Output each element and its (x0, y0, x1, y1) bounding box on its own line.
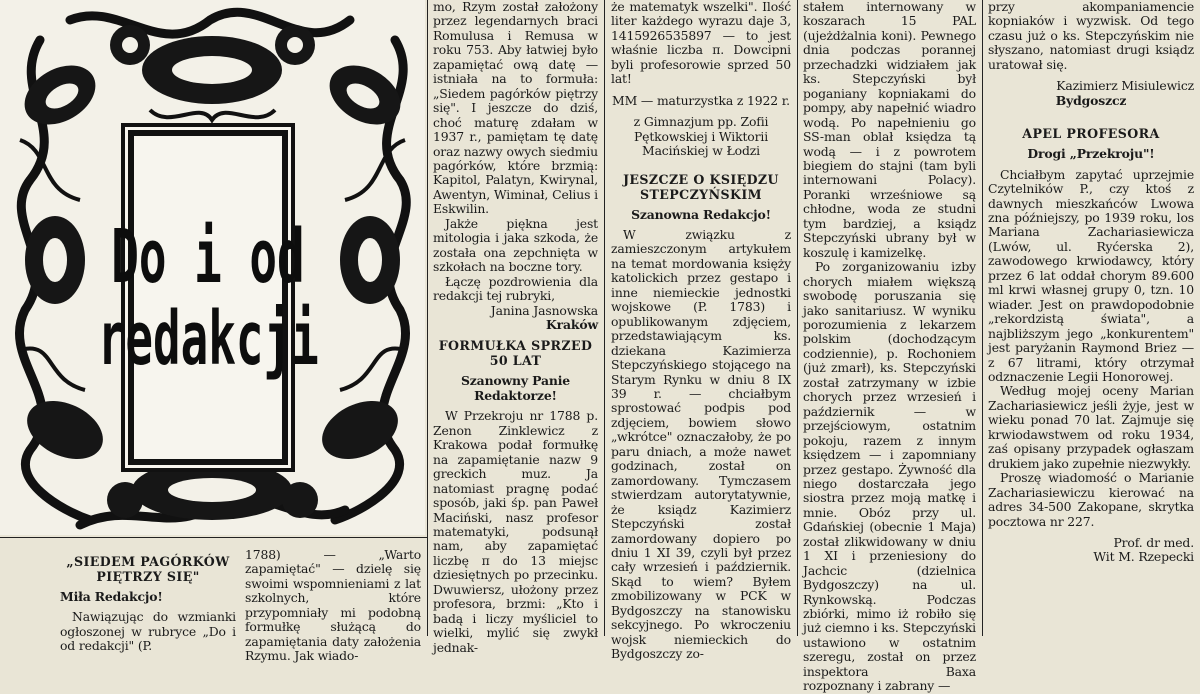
column-4 (611, 0, 791, 662)
article-signature: Wit M. Rzepecki (1093, 549, 1194, 565)
article-paragraph: przy akompaniamencie kopniaków i wyzwisk. Od tego czasu już o ks. Stepczyńskim nie słyszano, natomiast drugi ksiądz uratował się. (988, 0, 1194, 72)
column-rule (797, 0, 798, 636)
article-heading: FORMUŁKA SPRZED 50 LAT (438, 338, 593, 369)
masthead-title-line1: Do i od (111, 213, 305, 300)
column-6 (988, 0, 1194, 636)
masthead-title-box (97, 130, 319, 465)
article-signature: Janina Jasnowska (490, 302, 598, 318)
article-paragraph: Jakże piękna jest mitologia i jaka szkoda, że została ona zepchnięta w szkołach na boczne tory. (433, 215, 598, 275)
article-heading: „SIEDEM PAGÓRKÓW PIĘTRZY SIĘ" (66, 554, 230, 584)
column-5 (803, 0, 976, 694)
article-city: Kraków (546, 316, 598, 332)
article-salutation: Drogi „Przekroju"! (1027, 146, 1155, 162)
ornamental-masthead-frame (0, 0, 425, 535)
article-heading: APEL PROFESORA (1022, 126, 1160, 142)
column-rule (982, 0, 983, 636)
column-1 (60, 548, 236, 654)
column-rule (427, 0, 428, 636)
article-city: Bydgoszcz (1055, 92, 1127, 108)
article-salutation: Szanowna Redakcjo! (631, 206, 771, 222)
article-paragraph: stałem internowany w koszarach 15 PAL (ujeżdżalnia koni). Pewnego dnia podczas porannej przechadzki widziałem jak ks. Stepczyński był poganiany kopniakami do pompy, aby napełnić wiadro wodą. Po napełnieniu go SS-man oblał księdza tą wodą — i z powrotem biegiem do stajni (tam byli internowani Polacy). Poranki wrześniowe są chłodne, woda ze studni tym bardziej, a ksiądz Stepczyński ubrany był w koszulę i kamizelkę. (803, 0, 976, 260)
article-signature: MM — maturzystka z 1922 r. (612, 92, 790, 108)
article-paragraph: Chciałbym zapytać uprzejmie Czytelników P., czy ktoś z dawnych mieszkańców Lwowa zna późniejszy, po 1939 roku, los Mariana Zachariasiewicza (Lwów, ul. Ryćerska 2), zawodowego krwiodawcy, który przez 6 lat oddał chorym 89.600 ml krwi własnej grupy 0, tzn. 10 wiader. Jest on prawdopodobnie „rekordzistą świata", a najbliższym jego „konkurentem" jest paryżanin Raymond Briez — z 67 litrami, który otrzymał odznaczenie Legii Honorowej. (988, 166, 1194, 384)
article-paragraph: że matematyk wszelki". Ilość liter każdego wyrazu daje 3, 1415926535897 — to jest właśnie liczba π. Dowcipni byli profesorowie sprzed 50 lat! (611, 0, 791, 87)
article-paragraph: W związku z zamieszczonym artykułem na temat mordowania księży katolickich przez gestapo i inne niemieckie jednostki wojskowe (P. 1783) i opublikowanym zdjęciem, przedstawiającym ks. dziekana Kazimierza Stepczyńskiego stojącego na Starym Rynku w dniu 8 IX 39 r. — chciałbym sprostować podpis pod zdjęciem, bowiem słowo „wkrótce" oznaczałoby, że po paru dniach, a może nawet godzinach, został on zamordowany. Tymczasem stwierdzam autorytatywnie, że ksiądz Kazimierz Stepczyński został zamordowany dopiero po dniu 1 XI 39, czyli był przez cały wrzesień i październik. Skąd to wiem? Byłem zmobilizowany w PCK w Bydgoszczy na stanowisku sekcyjnego. Po wkroczeniu wojsk niemieckich do Bydgoszczy zo- (611, 226, 791, 662)
article-paragraph: Nawiązując do wzmianki ogłoszonej w rubryce „Do i od redakcji" (P. (60, 609, 236, 654)
article-paragraph: Łączę pozdrowienia dla redakcji tej rubryki, (433, 273, 598, 304)
article-paragraph: W Przekroju nr 1788 p. Zenon Zinklewicz z Krakowa podał formułkę na zapamiętanie nazw 9 greckich muz. Ja natomiast pragnę podać sposób, jaki śp. pan Paweł Maciński, nasz profesor matematyki, podsunął nam, aby zapamiętać liczbę π do 13 miejsc dziesiętnych po przecinku. Dwuwiersz, ułożony przez profesora, brzmi: „Kto i badą i liczy myśliciel to wielki, mylić się zwykł jednak- (433, 408, 598, 655)
column-3 (433, 0, 598, 655)
column-rule (604, 0, 605, 636)
article-salutation: Szanowny Panie Redaktorze! (461, 373, 570, 403)
column-2 (245, 547, 421, 664)
article-heading: JESZCZE O KSIĘDZU STEPCZYŃSKIM (623, 171, 779, 202)
article-paragraph: Według mojej oceny Marian Zachariasiewicz jeśli żyje, jest w wieku ponad 70 lat. Zajmuje się krwiodawstwem od roku 1934, zaś opisany przypadek ogłaszam drukiem jako zupełnie niezwykły. (988, 383, 1194, 471)
article-signature-title: Prof. dr med. (1113, 534, 1194, 550)
article-school: z Gimnazjum pp. Zofii Pętkowskiej i Wiktorii Macińskiej w Łodzi (633, 114, 769, 159)
horizontal-rule (0, 537, 427, 538)
masthead-title-line2: redakcji (97, 295, 319, 382)
article-paragraph: mo, Rzym został założony przez legendarnych braci Romulusa i Remusa w roku 753. Aby łatwiej było zapamiętać ową datę — istniała na to formuła: „Siedem pagórków piętrzy się". I jeszcze do dziś, choć maturę zdałam w 1937 r., pamiętam tę datę oraz nazwy owych siedmiu pagórków, które brzmią: Kapitol, Palatyn, Kwirynal, Awentyn, Wiminał, Celius i Eskwilin. (433, 0, 598, 217)
article-signature: Kazimierz Misiulewicz (1056, 78, 1194, 94)
article-paragraph: Po zorganizowaniu izby chorych miałem większą swobodę poruszania się jako sanitariusz. W wyniku porozumienia z lekarzem polskim (dochodzącym codziennie), p. Rochoniem (już zmarł), ks. Stepczyński został zatrzymany w izbie chorych przez wrzesień i październik — w przejściowym, ostatnim pokoju, razem z innym księdzem — i zapomniany przez gestapo. Żywność dla niego dostarczała jego siostra przez moją matkę i mnie. Obóz przy ul. Gdańskiej (obecnie 1 Maja) został zlikwidowany w dniu 1 XI i przeniesiony do Jachcic (dzielnica Bydgoszczy) na ul. Rynkowską. Podczas zbiórki, mimo iż robiło się już ciemno i ks. Stepczyński ustawiono w ostatnim szeregu, został on przez inspektora Baxa rozpoznany i zabrany — (803, 259, 976, 694)
article-salutation: Miła Redakcjo! (60, 589, 163, 604)
article-paragraph: 1788) — „Warto zapamiętać" — dzielę się swoimi wspomnieniami z lat szkolnych, które przypomniały mi podobną formułkę służącą do zapamiętania daty założenia Rzymu. Jak wiado- (245, 547, 421, 664)
article-paragraph: Proszę wiadomość o Marianie Zachariasiewiczu kierować na adres 34-500 Zakopane, skrytka pocztowa nr 227. (988, 470, 1194, 529)
